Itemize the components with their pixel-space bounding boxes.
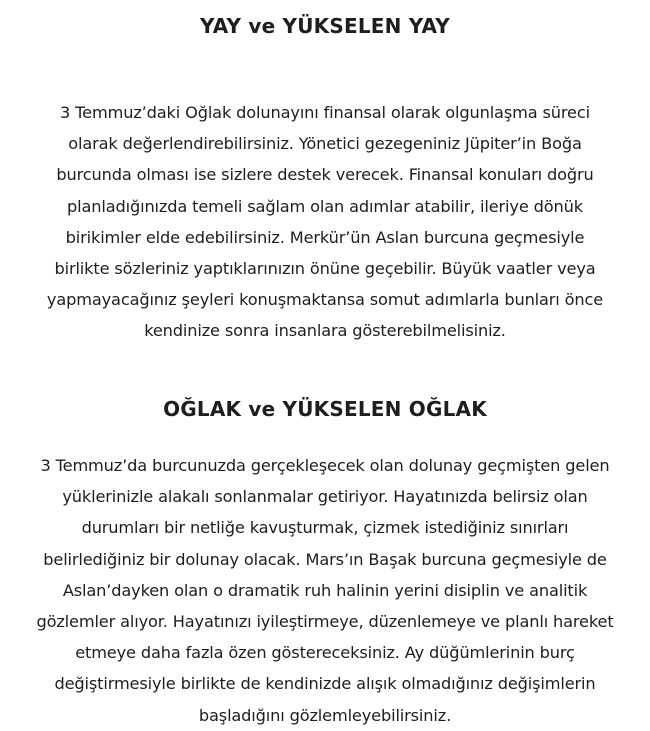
paragraph-line: durumları bir netliğe kavuşturmak, çizmek istediğiniz sınırları (81, 518, 569, 538)
paragraph-line: 3 Temmuz’daki Oğlak dolunayını finansal olarak olgunlaşma süreci (60, 103, 590, 122)
paragraph-line: birikimler elde edebilirsiniz. Merkür’ün Aslan burcuna geçmesiyle (65, 227, 585, 247)
paragraph-line: Aslan’dayken olan o dramatik ruh halinin yerini disiplin ve analitik (62, 580, 588, 600)
section-title-oglak: OĞLAK ve YÜKSELEN OĞLAK (163, 397, 487, 421)
paragraph-line: olarak değerlendirebilirsiniz. Yönetici gezegeniniz Jüpiter’in Boğa (68, 134, 582, 154)
paragraph-line: gözlemler alıyor. Hayatınızı iyileştirmeye, düzenlemeye ve planlı hareket (36, 612, 614, 632)
paragraph-line: birlikte sözleriniz yaptıklarınızın önüne geçebilir. Büyük vaatler veya (54, 259, 596, 279)
paragraph-line: kendinize sonra insanlara gösterebilmelisiniz. (144, 321, 506, 341)
paragraph-line: belirlediğiniz bir dolunay olacak. Mars’ın Başak burcuna geçmesiyle de (43, 549, 607, 569)
paragraph-line: burcunda olması ise sizlere destek verecek. Finansal konuları doğru (56, 165, 594, 185)
paragraph-line: değiştirmesiyle birlikte de kendinizde alışık olmadığınız değişimlerin (54, 674, 596, 694)
paragraph-yay (0, 97, 650, 347)
paragraph-line: etmeye daha fazla özen göstereceksiniz. Ay düğümlerinin burç (75, 643, 575, 663)
paragraph-line: 3 Temmuz’da burcunuzda gerçekleşecek olan dolunay geçmişten gelen (40, 456, 610, 475)
section-title-yay: YAY ve YÜKSELEN YAY (200, 14, 450, 38)
paragraph-line: yapmayacağınız şeyleri konuşmaktansa somut adımlarla bunları önce (46, 290, 604, 310)
paragraph-line: planladığınızda temeli sağlam olan adımlar atabilir, ileriye dönük (67, 196, 583, 216)
paragraph-oglak (0, 450, 650, 731)
paragraph-line: yüklerinizle alakalı sonlanmalar getiriyor. Hayatınızda belirsiz olan (62, 487, 588, 507)
paragraph-line: başladığını gözlemleyebilirsiniz. (198, 705, 452, 725)
